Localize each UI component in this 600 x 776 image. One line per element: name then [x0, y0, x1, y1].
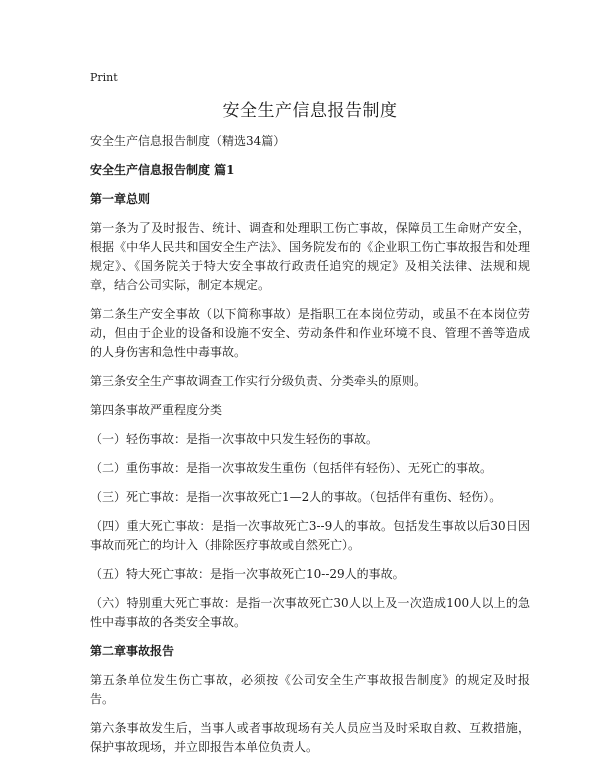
- section-heading: 安全生产信息报告制度 篇1: [90, 163, 235, 177]
- article-3: 第三条安全生产事故调查工作实行分级负责、分类牵头的原则。: [90, 374, 427, 388]
- category-serious-injury: （二）重伤事故：是指一次事故发生重伤（包括伴有轻伤）、无死亡的事故。: [90, 461, 493, 475]
- article-4: 第四条事故严重程度分类: [90, 403, 223, 417]
- category-minor-injury: （一）轻伤事故：是指一次事故中只发生轻伤的事故。: [90, 432, 379, 446]
- document-title: 安全生产信息报告制度: [222, 101, 398, 121]
- chapter-1-heading: 第一章总则: [90, 192, 151, 206]
- article-6: 第六条事故发生后，当事人或者事故现场有关人员应当及时采取自救、互救措施，保护事故现场，并立即报告本单位负责人。: [90, 721, 530, 754]
- article-2: 第二条生产安全事故（以下简称事故）是指职工在本岗位劳动，或虽不在本岗位劳动，但由于企业的设备和设施不安全、劳动条件和作业环境不良、管理不善等造成的人身伤害和急性中毒事故。: [90, 307, 530, 359]
- category-fatal: （三）死亡事故：是指一次事故死亡1—2人的事故。（包括伴有重伤、轻伤）。: [90, 490, 502, 504]
- chapter-2-heading: 第二章事故报告: [90, 644, 175, 658]
- category-severe-fatal: （五）特大死亡事故：是指一次事故死亡10--29人的事故。: [90, 567, 405, 581]
- article-1: 第一条为了及时报告、统计、调查和处理职工伤亡事故，保障员工生命财产安全，根据《中华人民共和国安全生产法》、国务院发布的《企业职工伤亡事故报告和处理规定》、《国务院关于特大安全事故行政责任追究的规定》及相关法律、法规和规章，结合公司实际，制定本规定。: [90, 221, 530, 292]
- print-link[interactable]: Print: [90, 71, 118, 84]
- category-extreme-fatal: （六）特别重大死亡事故：是指一次事故死亡30人以上及一次造成100人以上的急性中毒事故的各类安全事故。: [90, 596, 530, 629]
- document-subtitle: 安全生产信息报告制度（精选34篇）: [90, 134, 286, 148]
- category-major-fatal: （四）重大死亡事故：是指一次事故死亡3--9人的事故。包括发生事故以后30日因事故而死亡的均计入（排除医疗事故或自然死亡）。: [90, 519, 530, 552]
- document-page: [90, 70, 530, 767]
- article-5: 第五条单位发生伤亡事故，必须按《公司安全生产事故报告制度》的规定及时报告。: [90, 673, 530, 706]
